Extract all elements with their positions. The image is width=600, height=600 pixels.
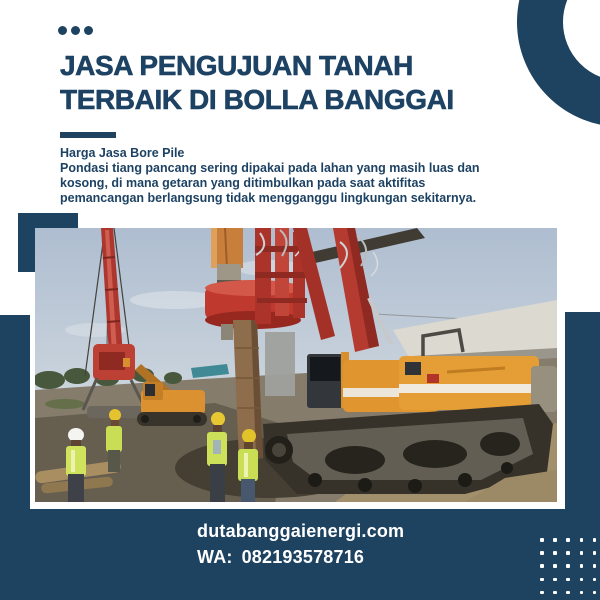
dot [540,551,544,555]
photo-frame [35,228,557,502]
dot [593,551,597,555]
dot [593,564,597,568]
construction-photo [35,228,557,502]
dot [540,578,544,582]
dot [580,578,584,582]
intro-line: Pondasi tiang pancang sering dipakai pada lahan yang masih luas dan [60,161,480,175]
dot [580,564,584,568]
dot [566,564,570,568]
dot [566,538,570,542]
whatsapp-label: WA: [197,547,233,567]
dot [593,591,597,595]
page-title [60,49,500,117]
dot [58,26,67,35]
corner-ring-decoration [517,0,600,127]
concrete-pillar [265,332,295,396]
dot [593,578,597,582]
whatsapp-text [197,544,404,570]
intro-line: pemancangan berlangsung tidak mengganggu lingkungan sekitarnya. [60,191,477,205]
dot [580,591,584,595]
dot [553,564,557,568]
website-text: dutabanggaienergi.com [197,521,405,541]
dot [553,551,557,555]
dot [580,551,584,555]
dot [540,564,544,568]
page-title-line2: TERBAIK DI BOLLA BANGGAI [60,84,454,115]
footer-contact [197,518,404,570]
dot [593,538,597,542]
title-divider [60,132,116,138]
dot [566,551,570,555]
dot [566,591,570,595]
header-dots-decoration [58,26,93,35]
whatsapp-number: 082193578716 [241,547,365,567]
footer-dots-grid [540,538,600,600]
green-debris [45,399,85,409]
page-title-line1: JASA PENGUJUAN TANAH [60,50,413,81]
dot [553,538,557,542]
dot [84,26,93,35]
dot [580,538,584,542]
dot [540,538,544,542]
dot [566,578,570,582]
intro-paragraph [60,146,490,206]
dot [71,26,80,35]
dot [553,591,557,595]
dot [553,578,557,582]
dot [540,591,544,595]
intro-heading: Harga Jasa Bore Pile [60,146,185,160]
intro-line: kosong, di mana getaran yang ditimbulkan pada saat aktifitas [60,176,426,190]
